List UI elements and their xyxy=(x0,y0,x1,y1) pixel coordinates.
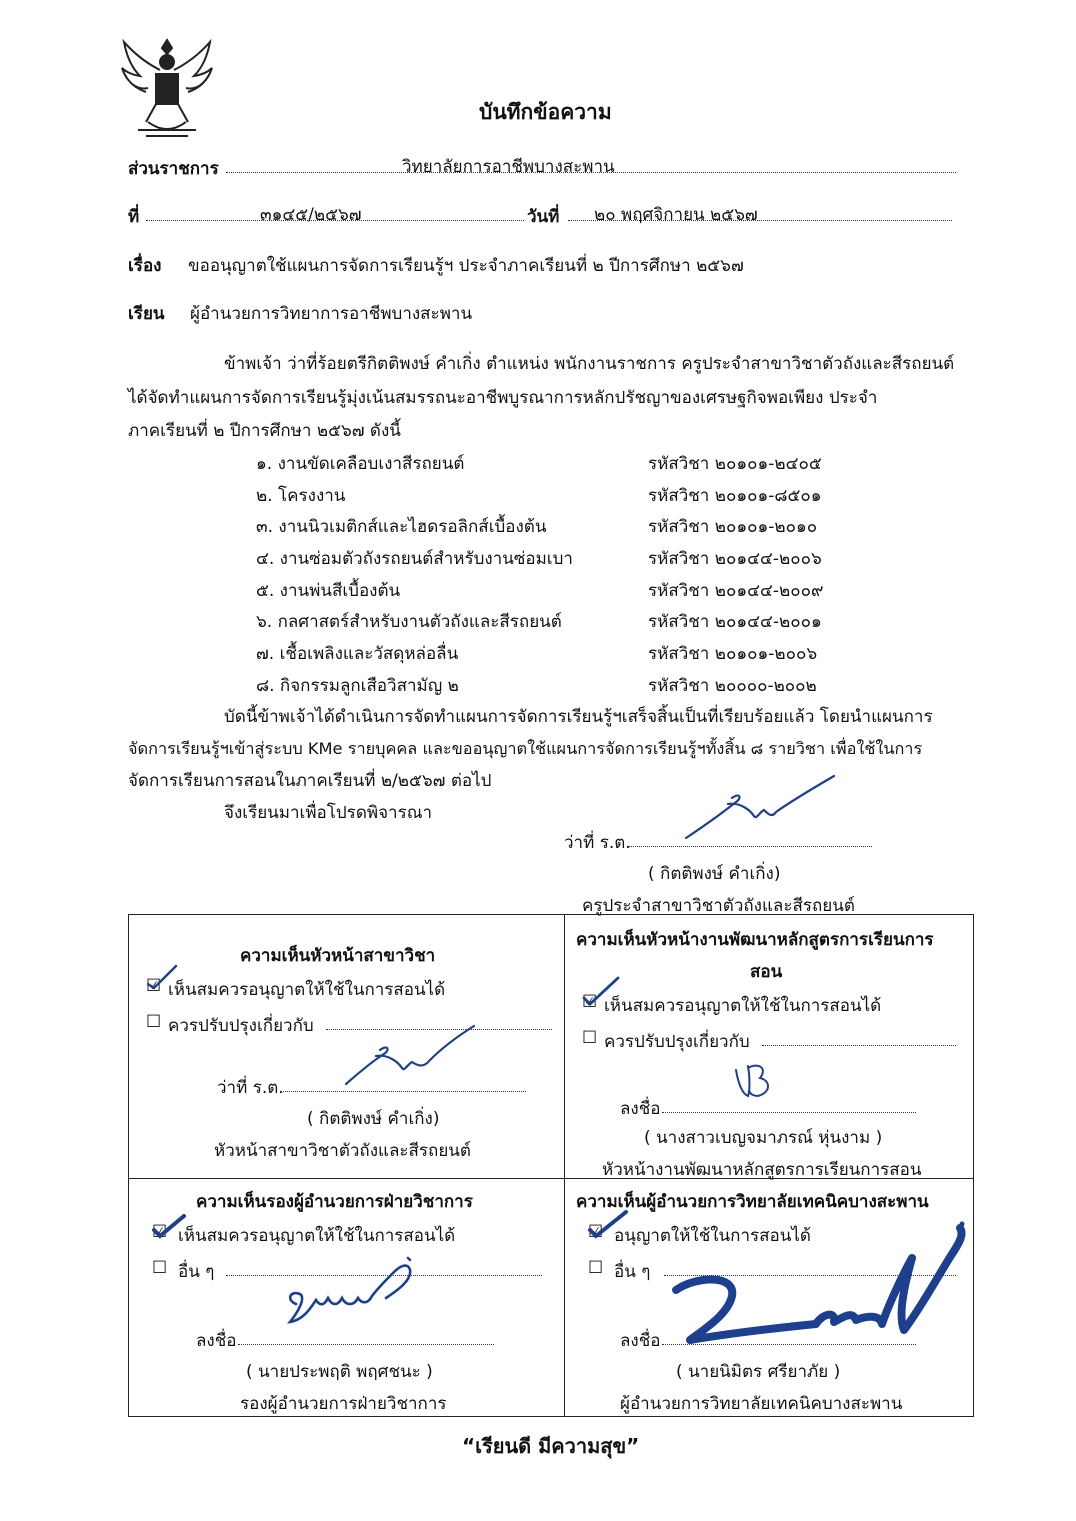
course-name: ๔. งานซ่อมตัวถังรถยนต์สำหรับงานซ่อมเบา xyxy=(256,549,573,569)
curriculum-sign-dotline xyxy=(662,1112,916,1113)
head-sign-prefix: ว่าที่ ร.ต. xyxy=(217,1078,284,1098)
course-name: ๘. กิจกรรมลูกเสือวิสามัญ ๒ xyxy=(256,676,459,696)
sign-prefix: ว่าที่ ร.ต. xyxy=(564,833,631,853)
dept-value: วิทยาลัยการอาชีพบางสะพาน xyxy=(402,157,615,177)
head-opt1: เห็นสมควรอนุญาตให้ใช้ในการสอนได้ xyxy=(168,980,446,1000)
checkbox-icon[interactable]: ☑ xyxy=(146,976,162,996)
course-name: ๖. กลศาสตร์สำหรับงานตัวถังและสีรถยนต์ xyxy=(256,612,562,632)
course-name: ๓. งานนิวเมติกส์และไฮดรอลิกส์เบื้องต้น xyxy=(256,517,547,537)
checkbox-icon[interactable]: ☐ xyxy=(582,1028,598,1048)
garuda-emblem-icon xyxy=(118,34,216,140)
curriculum-name: ( นางสาวเบญจมาภรณ์ หุ่นงาม ) xyxy=(644,1128,883,1148)
no-label: ที่ xyxy=(128,207,140,227)
curriculum-opt2-dotline xyxy=(762,1045,956,1046)
check-mark-icon xyxy=(142,962,182,992)
para2-line2: จัดการเรียนรู้ฯเข้าสู่ระบบ KMe รายบุคคล และขออนุญาตใช้แผนการจัดการเรียนรู้ฯทั้งสิ้น ๘ รายวิชา เพื่อใช้ในการ xyxy=(128,739,923,758)
curriculum-sign-prefix: ลงชื่อ xyxy=(620,1099,661,1119)
signature-icon xyxy=(340,1022,480,1088)
subject-value: ขออนุญาตใช้แผนการจัดการเรียนรู้ฯ ประจำภาคเรียนที่ ๒ ปีการศึกษา ๒๕๖๗ xyxy=(188,256,744,276)
para2-line3: จัดการเรียนการสอนในภาคเรียนที่ ๒/๒๕๖๗ ต่อไป xyxy=(128,771,492,791)
check-mark-icon xyxy=(584,1208,630,1240)
course-code: รหัสวิชา ๒๐๑๐๑-๘๕๐๑ xyxy=(648,486,822,506)
sign-dotline xyxy=(628,846,872,847)
deputy-opt1: เห็นสมควรอนุญาตให้ใช้ในการสอนได้ xyxy=(178,1226,456,1246)
head-sign-dotline xyxy=(280,1091,526,1092)
course-code: รหัสวิชา ๒๐๑๐๑-๒๐๐๖ xyxy=(648,644,818,664)
head-position: หัวหน้าสาขาวิชาตัวถังและสีรถยนต์ xyxy=(214,1141,471,1161)
signature-icon xyxy=(728,1060,778,1104)
director-sign-prefix: ลงชื่อ xyxy=(620,1331,661,1351)
director-opinion-title: ความเห็นผู้อำนวยการวิทยาลัยเทคนิคบางสะพาน xyxy=(576,1192,929,1212)
signature-icon xyxy=(282,1250,432,1330)
deputy-name: ( นายประพฤติ พฤศชนะ ) xyxy=(246,1362,433,1382)
course-code: รหัสวิชา ๒๐๐๐๐-๒๐๐๒ xyxy=(648,676,817,696)
director-position: ผู้อำนวยการวิทยาลัยเทคนิคบางสะพาน xyxy=(620,1394,903,1414)
checkbox-icon[interactable]: ☐ xyxy=(588,1258,604,1278)
curriculum-opt2: ควรปรับปรุงเกี่ยวกับ xyxy=(604,1032,750,1052)
head-opt2: ควรปรับปรุงเกี่ยวกับ xyxy=(168,1016,314,1036)
course-code: รหัสวิชา ๒๐๑๐๑-๒๐๑๐ xyxy=(648,517,818,537)
subject-label: เรื่อง xyxy=(128,256,162,276)
no-value: ๓๑๔๕/๒๕๖๗ xyxy=(260,205,362,225)
deputy-opinion-title: ความเห็นรองผู้อำนวยการฝ่ายวิชาการ xyxy=(196,1192,473,1212)
checkbox-icon[interactable]: ☑ xyxy=(582,992,598,1012)
dept-label: ส่วนราชการ xyxy=(128,159,219,179)
checkbox-icon[interactable]: ☑ xyxy=(588,1222,604,1242)
para1-line1: ข้าพเจ้า ว่าที่ร้อยตรีกิตติพงษ์ คำเกิ่ง ตำแหน่ง พนักงานราชการ ครูประจำสาขาวิชาตัวถังและสีรถยนต์ xyxy=(224,354,955,374)
course-name: ๗. เชื้อเพลิงและวัสดุหล่อลื่น xyxy=(256,644,459,664)
memo-title: บันทึกข้อความ xyxy=(479,100,612,124)
course-name: ๕. งานพ่นสีเบื้องต้น xyxy=(256,581,401,601)
date-label: วันที่ xyxy=(527,207,560,227)
sign-position: ครูประจำสาขาวิชาตัวถังและสีรถยนต์ xyxy=(582,896,855,916)
para2-line1: บัดนี้ข้าพเจ้าได้ดำเนินการจัดทำแผนการจัดการเรียนรู้ฯเสร็จสิ้นเป็นที่เรียบร้อยแล้ว โดยนำแผนการ xyxy=(224,707,933,727)
check-mark-icon xyxy=(148,1210,188,1240)
head-name: ( กิตติพงษ์ คำเกิ่ง) xyxy=(307,1109,440,1129)
course-code: รหัสวิชา ๒๐๑๔๔-๒๐๐๖ xyxy=(648,549,822,569)
sign-name: ( กิตติพงษ์ คำเกิ่ง) xyxy=(648,864,781,884)
director-opt1: อนุญาตให้ใช้ในการสอนได้ xyxy=(614,1226,811,1246)
deputy-sign-prefix: ลงชื่อ xyxy=(196,1331,237,1351)
director-opt2: อื่น ๆ xyxy=(614,1262,651,1282)
to-value: ผู้อำนวยการวิทยาการอาชีพบางสะพาน xyxy=(190,304,473,324)
director-name: ( นายนิมิตร ศรียาภัย ) xyxy=(676,1362,841,1382)
curriculum-opinion-title-cont: สอน xyxy=(750,962,783,982)
para1-line3: ภาคเรียนที่ ๒ ปีการศึกษา ๒๕๖๗ ดังนี้ xyxy=(128,421,401,441)
head-opinion-title: ความเห็นหัวหน้าสาขาวิชา xyxy=(240,946,436,966)
curriculum-position: หัวหน้างานพัฒนาหลักสูตรการเรียนการสอน xyxy=(602,1160,922,1180)
checkbox-icon[interactable]: ☐ xyxy=(152,1258,168,1278)
course-code: รหัสวิชา ๒๐๑๔๔-๒๐๐๙ xyxy=(648,581,824,601)
closing-text: จึงเรียนมาเพื่อโปรดพิจารณา xyxy=(224,803,433,823)
para1-line2: ได้จัดทำแผนการจัดการเรียนรู้มุ่งเน้นสมรรถนะอาชีพบูรณาการหลักปรัชญาของเศรษฐกิจพอเพียง ประจำ xyxy=(128,388,878,408)
course-name: ๒. โครงงาน xyxy=(256,486,346,506)
checkbox-icon[interactable]: ☐ xyxy=(146,1012,162,1032)
signature-icon xyxy=(666,1216,970,1350)
signature-icon xyxy=(680,772,840,844)
course-name: ๑. งานขัดเคลือบเงาสีรถยนต์ xyxy=(256,454,465,474)
checkbox-icon[interactable]: ☑ xyxy=(152,1222,168,1242)
curriculum-opt1: เห็นสมควรอนุญาตให้ใช้ในการสอนได้ xyxy=(604,996,882,1016)
course-code: รหัสวิชา ๒๐๑๐๑-๒๔๐๕ xyxy=(648,454,822,474)
check-mark-icon xyxy=(578,974,624,1008)
course-code: รหัสวิชา ๒๐๑๔๔-๒๐๐๑ xyxy=(648,612,822,632)
deputy-opt2: อื่น ๆ xyxy=(178,1262,215,1282)
curriculum-opinion-title: ความเห็นหัวหน้างานพัฒนาหลักสูตรการเรียนการ xyxy=(576,930,934,950)
deputy-position: รองผู้อำนวยการฝ่ายวิชาการ xyxy=(240,1394,447,1414)
deputy-sign-dotline xyxy=(238,1344,494,1345)
footer-motto: “เรียนดี มีความสุข” xyxy=(462,1434,640,1458)
to-label: เรียน xyxy=(128,304,165,324)
date-value: ๒๐ พฤศจิกายน ๒๕๖๗ xyxy=(594,205,758,225)
